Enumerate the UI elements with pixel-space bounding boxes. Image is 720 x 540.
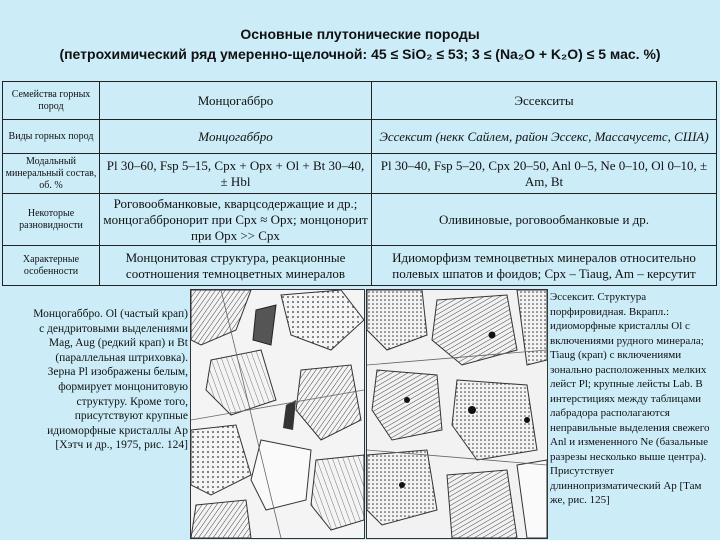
varieties-monzogabbro: Роговообманковые, кварцсодержащие и др.; монцогаббронорит при Cpx ≈ Opx; монцонорит при Opx >> Cpx — [100, 194, 372, 246]
varieties-essexite: Оливиновые, роговообманковые и др. — [372, 194, 717, 246]
row-label-modal: Модальный минеральный состав, об. % — [3, 154, 100, 194]
table-row — [3, 154, 717, 194]
table-row — [3, 194, 717, 246]
rock-classification-table — [2, 81, 717, 286]
row-label-varieties: Некоторые разновидности — [3, 194, 100, 246]
species-monzogabbro: Монцогаббро — [100, 120, 372, 154]
features-essexite: Идиоморфизм темноцветных минералов относительно полевых шпатов и фоидов; Cpx – Tiaug, Am – керсутит — [372, 246, 717, 286]
row-label-family: Семейства горных пород — [3, 82, 100, 120]
table-row — [3, 82, 717, 120]
table-row — [3, 246, 717, 286]
page-title-line-2: (петрохимический ряд умеренно-щелочной: 45 ≤ SiO₂ ≤ 53; 3 ≤ (Na₂O + K₂O) ≤ 5 мас. %) — [59, 46, 661, 62]
row-label-features: Характерные особенности — [3, 246, 100, 286]
modal-essexite: Pl 30–40, Fsp 5–20, Cpx 20–50, Anl 0–5, Ne 0–10, Ol 0–10, ± Am, Bt — [372, 154, 717, 194]
features-monzogabbro: Монцонитовая структура, реакционные соотношения темноцветных минералов — [100, 246, 372, 286]
row-label-species: Виды горных пород — [3, 120, 100, 154]
page-title-line-1: Основные плутонические породы — [240, 26, 480, 42]
monzogabbro-caption: Монцогаббро. Ol (частый крап) с дендритовыми выделениями Mag, Aug (редкий крап) и Bt (параллельная штриховка). Зерна Pl изображены белым, формирует монцонитовую структуру. Кроме того, присутствуют крупные идиоморфные кристаллы Ap [Хэтч и др., 1975, рис. 124] — [33, 308, 188, 452]
essexite-thin-section-image — [366, 289, 548, 539]
monzogabbro-thin-section-image — [190, 289, 365, 539]
table-row — [3, 120, 717, 154]
family-monzogabbro: Монцогаббро — [100, 82, 372, 120]
modal-monzogabbro: Pl 30–60, Fsp 5–15, Cpx + Opx + Ol + Bt 30–40, ± Hbl — [100, 154, 372, 194]
species-essexite: Эссексит (некк Сайлем, район Эссекс, Массачусетс, США) — [372, 120, 717, 154]
family-essexites: Эссекситы — [372, 82, 717, 120]
essexite-caption: Эссексит. Структура порфировидная. Вкрапл.: идиоморфные кристаллы Ol с включениями рудного минерала; Tiaug (крап) с включениями зонально расположенных мелких лейст Pl; крупные лейсты Lab. В интерстициях между таблицами лабрадора располагаются неправильные выделения свежего Anl и измененного Ne (базальные разрезы несколько выше центра). Присутствует длиннопризматический Ap [Там же, рис. 125] — [550, 291, 710, 506]
